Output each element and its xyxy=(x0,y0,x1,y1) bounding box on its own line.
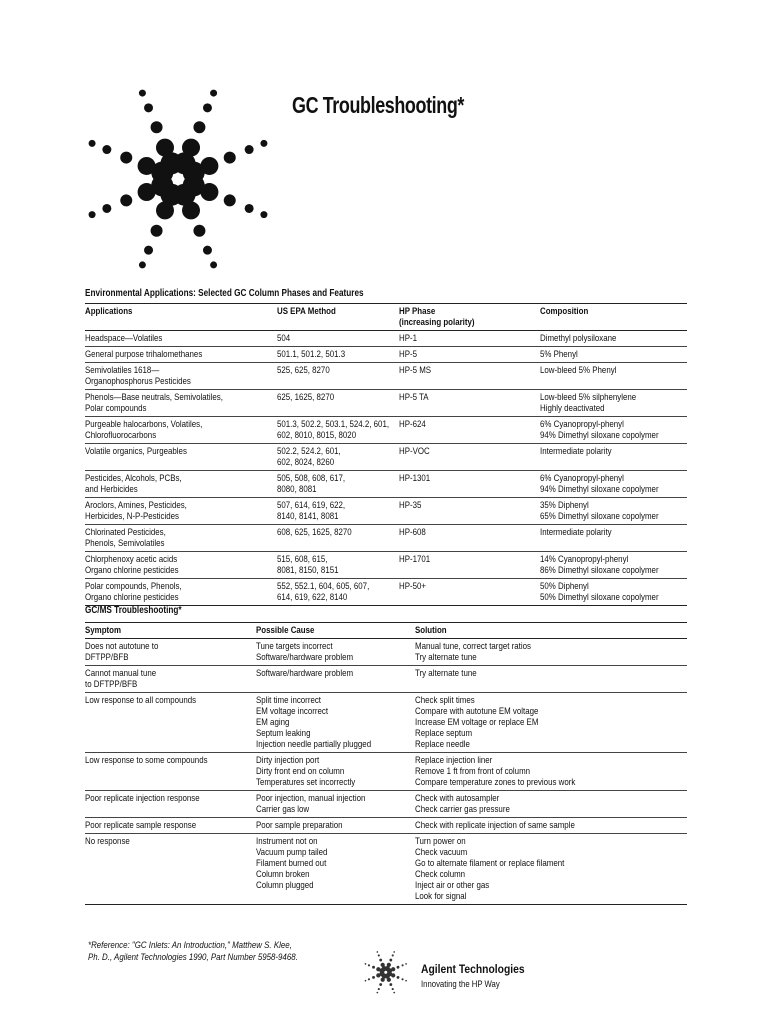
env-header-cell xyxy=(277,304,399,330)
env-cell-text: HP-35 xyxy=(399,500,422,510)
agilent-spark-logo-icon xyxy=(74,72,284,292)
env-cell-text: Phenols—Base neutrals, Semivolatiles, Polar compounds xyxy=(85,392,223,413)
env-row xyxy=(85,390,687,417)
env-cell-text: 6% Cyanopropyl-phenyl 94% Dimethyl siloxane copolymer xyxy=(540,419,659,440)
env-cell xyxy=(85,498,277,524)
env-cell-text: Semivolatiles 1618— Organophosphorus Pesticides xyxy=(85,365,191,386)
env-row xyxy=(85,579,687,606)
env-row xyxy=(85,444,687,471)
env-cell xyxy=(540,498,687,524)
env-cell xyxy=(399,579,540,605)
env-cell xyxy=(540,390,687,416)
env-cell xyxy=(277,390,399,416)
env-cell xyxy=(399,498,540,524)
env-cell xyxy=(540,471,687,497)
env-cell xyxy=(277,525,399,551)
env-section-title: Environmental Applications: Selected GC Column Phases and Features xyxy=(85,288,364,299)
gcms-cell xyxy=(415,639,687,665)
env-cell xyxy=(85,347,277,362)
env-cell xyxy=(540,331,687,346)
env-cell-text: Polar compounds, Phenols, Organo chlorine pesticides xyxy=(85,581,182,602)
env-cell-text: 502.2, 524.2, 601, 602, 8024, 8260 xyxy=(277,446,341,467)
gcms-cell-text: Software/hardware problem xyxy=(256,668,354,678)
agilent-small-logo-icon xyxy=(360,947,412,999)
gcms-troubleshooting-table xyxy=(85,622,687,905)
env-cell xyxy=(277,498,399,524)
gcms-header-cell xyxy=(256,623,415,638)
env-cell xyxy=(399,347,540,362)
gcms-section-title: GC/MS Troubleshooting* xyxy=(85,605,182,616)
gcms-row xyxy=(85,639,687,666)
env-cell-text: 625, 1625, 8270 xyxy=(277,392,335,402)
gcms-cell-text: Manual tune, correct target ratios Try alternate tune xyxy=(415,641,531,662)
gcms-cell xyxy=(415,818,687,833)
env-cell xyxy=(399,390,540,416)
gcms-cell xyxy=(85,834,256,904)
gcms-cell-text: Cannot manual tune to DFTPP/BFB xyxy=(85,668,157,689)
env-header-label: Applications xyxy=(85,306,133,316)
env-cell xyxy=(399,417,540,443)
env-cell xyxy=(399,363,540,389)
env-cell-text: 505, 508, 608, 617, 8080, 8081 xyxy=(277,473,346,494)
env-cell-text: HP-608 xyxy=(399,527,426,537)
gcms-cell xyxy=(85,666,256,692)
gcms-cell xyxy=(256,693,415,752)
env-row xyxy=(85,347,687,363)
brand-name: Agilent Technologies xyxy=(421,962,525,976)
env-header-label: Composition xyxy=(540,306,589,316)
env-cell xyxy=(540,552,687,578)
env-cell-text: Intermediate polarity xyxy=(540,446,612,456)
gcms-header-row xyxy=(85,622,687,639)
brand-tagline: Innovating the HP Way xyxy=(421,979,500,989)
env-cell-text: 501.1, 501.2, 501.3 xyxy=(277,349,346,359)
env-header-cell xyxy=(540,304,687,330)
env-cell-text: Aroclors, Amines, Pesticides, Herbicides, N-P-Pesticides xyxy=(85,500,187,521)
gcms-cell xyxy=(256,791,415,817)
gcms-cell xyxy=(256,834,415,904)
env-cell xyxy=(540,525,687,551)
env-cell-text: Intermediate polarity xyxy=(540,527,612,537)
gcms-cell-text: Check with autosampler Check carrier gas pressure xyxy=(415,793,510,814)
env-header-row xyxy=(85,303,687,331)
env-cell-text: Chlorinated Pesticides, Phenols, Semivolatiles xyxy=(85,527,166,548)
gcms-cell xyxy=(85,791,256,817)
gcms-cell xyxy=(85,753,256,790)
gcms-cell-text: Split time incorrect EM voltage incorrect EM aging Septum leaking Injection needle partially plugged xyxy=(256,695,372,749)
gcms-cell-text: Check with replicate injection of same sample xyxy=(415,820,575,830)
env-header-cell xyxy=(85,304,277,330)
env-cell-text: 504 xyxy=(277,333,291,343)
env-cell xyxy=(540,363,687,389)
gcms-header-label: Symptom xyxy=(85,625,122,635)
gcms-cell xyxy=(415,791,687,817)
env-cell-text: Chlorphenoxy acetic acids Organo chlorine pesticides xyxy=(85,554,179,575)
env-row xyxy=(85,331,687,347)
gcms-row xyxy=(85,666,687,693)
env-row xyxy=(85,552,687,579)
env-cell-text: 5% Phenyl xyxy=(540,349,578,359)
gcms-cell xyxy=(415,693,687,752)
env-cell xyxy=(85,552,277,578)
env-cell xyxy=(277,363,399,389)
env-cell-text: 50% Diphenyl 50% Dimethyl siloxane copolymer xyxy=(540,581,659,602)
gcms-header-cell xyxy=(415,623,687,638)
env-cell xyxy=(85,444,277,470)
gcms-row xyxy=(85,834,687,905)
gcms-cell-text: Does not autotune to DFTPP/BFB xyxy=(85,641,159,662)
gcms-cell xyxy=(256,753,415,790)
env-cell-text: Dimethyl polysiloxane xyxy=(540,333,617,343)
env-header-cell xyxy=(399,304,540,330)
env-cell-text: Pesticides, Alcohols, PCBs, and Herbicides xyxy=(85,473,182,494)
env-cell xyxy=(85,390,277,416)
env-cell xyxy=(277,417,399,443)
env-cell-text: HP-1301 xyxy=(399,473,431,483)
gcms-cell xyxy=(415,753,687,790)
gcms-header-label: Solution xyxy=(415,625,447,635)
gcms-cell xyxy=(256,818,415,833)
env-cell xyxy=(85,363,277,389)
gcms-cell-text: Low response to all compounds xyxy=(85,695,197,705)
gcms-cell-text: Low response to some compounds xyxy=(85,755,208,765)
env-cell xyxy=(399,525,540,551)
gcms-cell-text: No response xyxy=(85,836,130,846)
gcms-cell xyxy=(415,834,687,904)
env-cell xyxy=(85,331,277,346)
env-cell-text: HP-5 TA xyxy=(399,392,429,402)
gcms-cell-text: Poor sample preparation xyxy=(256,820,343,830)
env-cell-text: 507, 614, 619, 622, 8140, 8141, 8081 xyxy=(277,500,346,521)
env-cell xyxy=(540,417,687,443)
gcms-cell xyxy=(85,818,256,833)
env-cell xyxy=(277,471,399,497)
env-cell-text: 525, 625, 8270 xyxy=(277,365,330,375)
env-cell-text: 552, 552.1, 604, 605, 607, 614, 619, 622, 8140 xyxy=(277,581,370,602)
env-cell-text: 6% Cyanopropyl-phenyl 94% Dimethyl siloxane copolymer xyxy=(540,473,659,494)
gcms-row xyxy=(85,693,687,753)
env-cell xyxy=(277,552,399,578)
env-cell xyxy=(277,347,399,362)
env-cell-text: HP-5 MS xyxy=(399,365,432,375)
env-cell-text: HP-1 xyxy=(399,333,418,343)
env-cell-text: HP-5 xyxy=(399,349,418,359)
gcms-cell-text: Dirty injection port Dirty front end on column Temperatures set incorrectly xyxy=(256,755,356,787)
env-cell-text: Low-bleed 5% Phenyl xyxy=(540,365,617,375)
env-cell-text: HP-VOC xyxy=(399,446,430,456)
env-cell xyxy=(399,331,540,346)
env-header-label: HP Phase (increasing polarity) xyxy=(399,306,475,327)
gcms-header-cell xyxy=(85,623,256,638)
env-cell xyxy=(540,579,687,605)
env-cell-text: HP-624 xyxy=(399,419,426,429)
env-cell xyxy=(399,552,540,578)
env-row xyxy=(85,471,687,498)
env-row xyxy=(85,417,687,444)
env-cell xyxy=(399,444,540,470)
env-cell xyxy=(277,444,399,470)
env-cell xyxy=(85,525,277,551)
env-cell xyxy=(540,444,687,470)
env-cell-text: 608, 625, 1625, 8270 xyxy=(277,527,352,537)
env-cell-text: 14% Cyanopropyl-phenyl 86% Dimethyl siloxane copolymer xyxy=(540,554,659,575)
gcms-header-label: Possible Cause xyxy=(256,625,315,635)
gcms-cell-text: Check split times Compare with autotune EM voltage Increase EM voltage or replace EM Replace septum Replace needle xyxy=(415,695,539,749)
env-cell-text: HP-1701 xyxy=(399,554,431,564)
env-cell xyxy=(85,579,277,605)
reference-footnote: *Reference: "GC Inlets: An Introduction," Matthew S. Klee, Ph. D., Agilent Technologies 1990, Part Number 5958-9468. xyxy=(88,940,298,962)
gcms-cell-text: Instrument not on Vacuum pump tailed Filament burned out Column broken Column plugged xyxy=(256,836,328,890)
env-cell-text: HP-50+ xyxy=(399,581,427,591)
env-row xyxy=(85,525,687,552)
gcms-row xyxy=(85,818,687,834)
gcms-cell-text: Poor injection, manual injection Carrier gas low xyxy=(256,793,366,814)
env-cell-text: Volatile organics, Purgeables xyxy=(85,446,187,456)
page-title: GC Troubleshooting* xyxy=(292,92,464,118)
gcms-cell-text: Poor replicate sample response xyxy=(85,820,197,830)
env-cell-text: Headspace—Volatiles xyxy=(85,333,163,343)
gcms-row xyxy=(85,791,687,818)
gcms-row xyxy=(85,753,687,791)
env-cell xyxy=(277,579,399,605)
gcms-cell xyxy=(256,666,415,692)
env-cell xyxy=(85,417,277,443)
env-cell xyxy=(540,347,687,362)
env-cell-text: Purgeable halocarbons, Volatiles, Chlorofluorocarbons xyxy=(85,419,203,440)
env-cell xyxy=(85,471,277,497)
gcms-cell-text: Tune targets incorrect Software/hardware problem xyxy=(256,641,354,662)
env-cell-text: 501.3, 502.2, 503.1, 524.2, 601, 602, 8010, 8015, 8020 xyxy=(277,419,390,440)
gcms-cell xyxy=(85,639,256,665)
env-cell xyxy=(277,331,399,346)
env-cell-text: 515, 608, 615, 8081, 8150, 8151 xyxy=(277,554,339,575)
env-cell xyxy=(399,471,540,497)
gcms-cell-text: Replace injection liner Remove 1 ft from front of column Compare temperature zones to previous work xyxy=(415,755,576,787)
env-cell-text: General purpose trihalomethanes xyxy=(85,349,203,359)
env-row xyxy=(85,363,687,390)
gcms-cell xyxy=(415,666,687,692)
env-row xyxy=(85,498,687,525)
gcms-cell-text: Try alternate tune xyxy=(415,668,477,678)
gcms-cell-text: Turn power on Check vacuum Go to alternate filament or replace filament Check column Inject air or other gas Look for signal xyxy=(415,836,565,901)
env-cell-text: 35% Diphenyl 65% Dimethyl siloxane copolymer xyxy=(540,500,659,521)
gcms-cell-text: Poor replicate injection response xyxy=(85,793,200,803)
gcms-cell xyxy=(85,693,256,752)
env-cell-text: Low-bleed 5% silphenylene Highly deactivated xyxy=(540,392,637,413)
gcms-cell xyxy=(256,639,415,665)
env-column-table xyxy=(85,303,687,606)
env-header-label: US EPA Method xyxy=(277,306,336,316)
